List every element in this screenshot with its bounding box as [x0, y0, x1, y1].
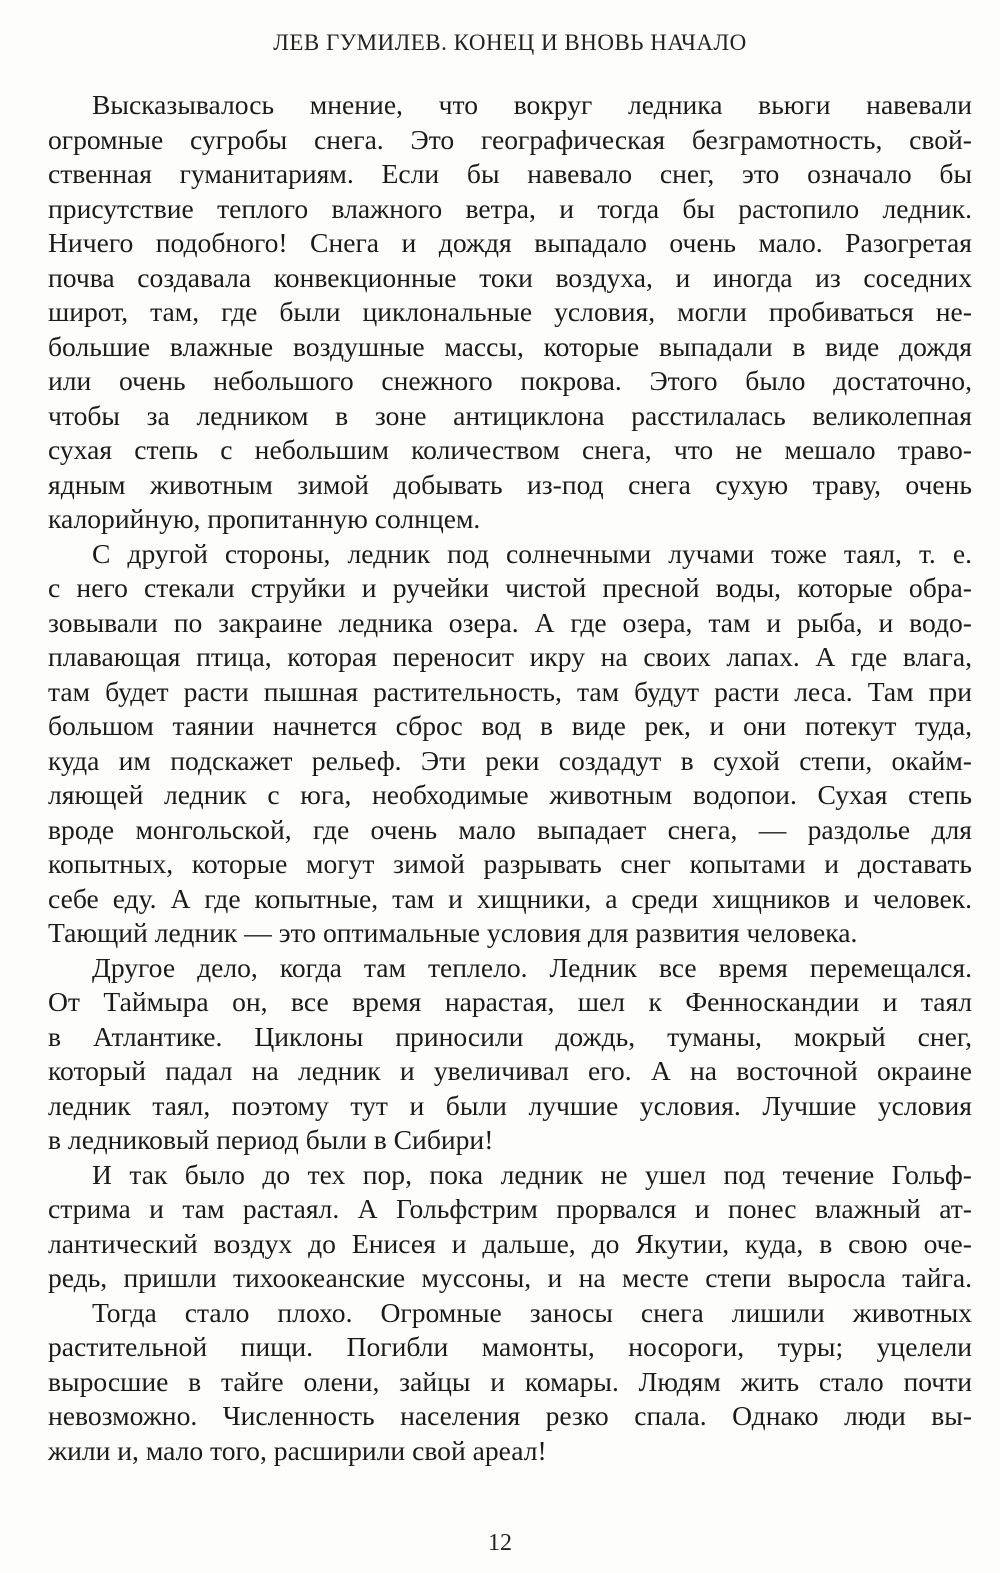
- text-line: там будет расти пышная растительность, там будут расти леса. Там при: [48, 675, 972, 707]
- text-line: Высказывалось мнение, что вокруг ледника вьюги навевали: [92, 89, 972, 120]
- paragraph-4: [48, 1158, 972, 1296]
- text-line: С другой стороны, ледник под солнечными лучами тоже таял, т. е.: [92, 537, 972, 569]
- text-line: жили и, мало того, расширили свой ареал!: [48, 1434, 547, 1466]
- body-text: [48, 88, 972, 1468]
- text-line: большие влажные воздушные массы, которые выпадали в виде дождя: [48, 330, 972, 362]
- text-line: с него стекали струйки и ручейки чистой пресной воды, которые обра-: [48, 572, 972, 603]
- text-line: в Атлантике. Циклоны приносили дождь, туманы, мокрый снег,: [48, 1020, 972, 1052]
- text-line: ляющей ледник с юга, необходимые животным водопои. Сухая степь: [48, 779, 972, 810]
- text-line: стрима и там растаял. А Гольфстрим прорвался и понес влажный ат-: [48, 1193, 972, 1224]
- text-line: растительной пищи. Погибли мамонты, носороги, туры; уцелели: [48, 1331, 972, 1362]
- text-line: невозможно. Численность населения резко спала. Однако люди вы-: [48, 1400, 972, 1431]
- text-line: Тающий ледник — это оптимальные условия для развития человека.: [48, 917, 858, 948]
- text-line: И так было до тех пор, пока ледник не ушел под течение Гольф-: [92, 1158, 972, 1190]
- text-line: Другое дело, когда там теплело. Ледник все время перемещался.: [92, 951, 972, 983]
- paragraph-1: [48, 88, 972, 537]
- text-line: От Таймыра он, все время нарастая, шел к Фенноскандии и таял: [48, 986, 972, 1017]
- text-line: калорийную, пропитанную солнцем.: [48, 503, 481, 534]
- text-line: в ледниковый период были в Сибири!: [48, 1124, 494, 1155]
- text-line: широт, там, где были циклональные условия, могли пробиваться не-: [48, 296, 972, 327]
- text-line: Ничего подобного! Снега и дождя выпадало очень мало. Разогретая: [48, 227, 972, 258]
- text-line: который падал на ледник и увеличивал его. А на восточной окраине: [48, 1055, 972, 1086]
- text-line: огромные сугробы снега. Это географическая безграмотность, свой-: [48, 123, 972, 155]
- text-line: вроде монгольской, где очень мало выпадает снега, — раздолье для: [48, 813, 972, 845]
- paragraph-3: [48, 951, 972, 1158]
- text-line: чтобы за ледником в зоне антициклона расстилалась великолепная: [48, 399, 972, 431]
- text-line: или очень небольшого снежного покрова. Этого было достаточно,: [48, 365, 972, 396]
- text-line: ледник таял, поэтому тут и были лучшие условия. Лучшие условия: [48, 1089, 972, 1121]
- text-line: ственная гуманитариям. Если бы навевало снег, это означало бы: [48, 158, 972, 189]
- text-line: плавающая птица, которая переносит икру на своих лапах. А где влага,: [48, 641, 972, 672]
- running-head: ЛЕВ ГУМИЛЕВ. КОНЕЦ И ВНОВЬ НАЧАЛО: [273, 30, 747, 55]
- paragraph-5: [48, 1296, 972, 1469]
- text-line: редь, пришли тихоокеанские муссоны, и на месте степи выросла тайга.: [48, 1262, 972, 1293]
- paragraph-2: [48, 537, 972, 951]
- text-line: присутствие теплого влажного ветра, и тогда бы растопило ледник.: [48, 192, 972, 224]
- text-line: куда им подскажет рельеф. Эти реки создадут в сухой степи, окайм-: [48, 744, 972, 776]
- text-line: большом таянии начнется сброс вод в виде рек, и они потекут туда,: [48, 710, 972, 741]
- text-line: ядным животным зимой добывать из-под снега сухую траву, очень: [48, 468, 972, 500]
- page-number: 12: [488, 1530, 512, 1556]
- text-line: сухая степь с небольшим количеством снега, что не мешало траво-: [48, 434, 972, 465]
- text-line: выросшие в тайге олени, зайцы и комары. Людям жить стало почти: [48, 1365, 972, 1397]
- text-line: копытных, которые могут зимой разрывать снег копытами и доставать: [48, 848, 972, 879]
- text-line: Тогда стало плохо. Огромные заносы снега лишили животных: [92, 1296, 972, 1328]
- text-line: лантический воздух до Енисея и дальше, до Якутии, куда, в свою оче-: [48, 1227, 972, 1259]
- text-line: себе еду. А где копытные, там и хищники, а среди хищников и человек.: [48, 882, 972, 914]
- text-line: зовывали по закраине ледника озера. А где озера, там и рыба, и водо-: [48, 606, 972, 638]
- text-line: почва создавала конвекционные токи воздуха, и иногда из соседних: [48, 261, 972, 293]
